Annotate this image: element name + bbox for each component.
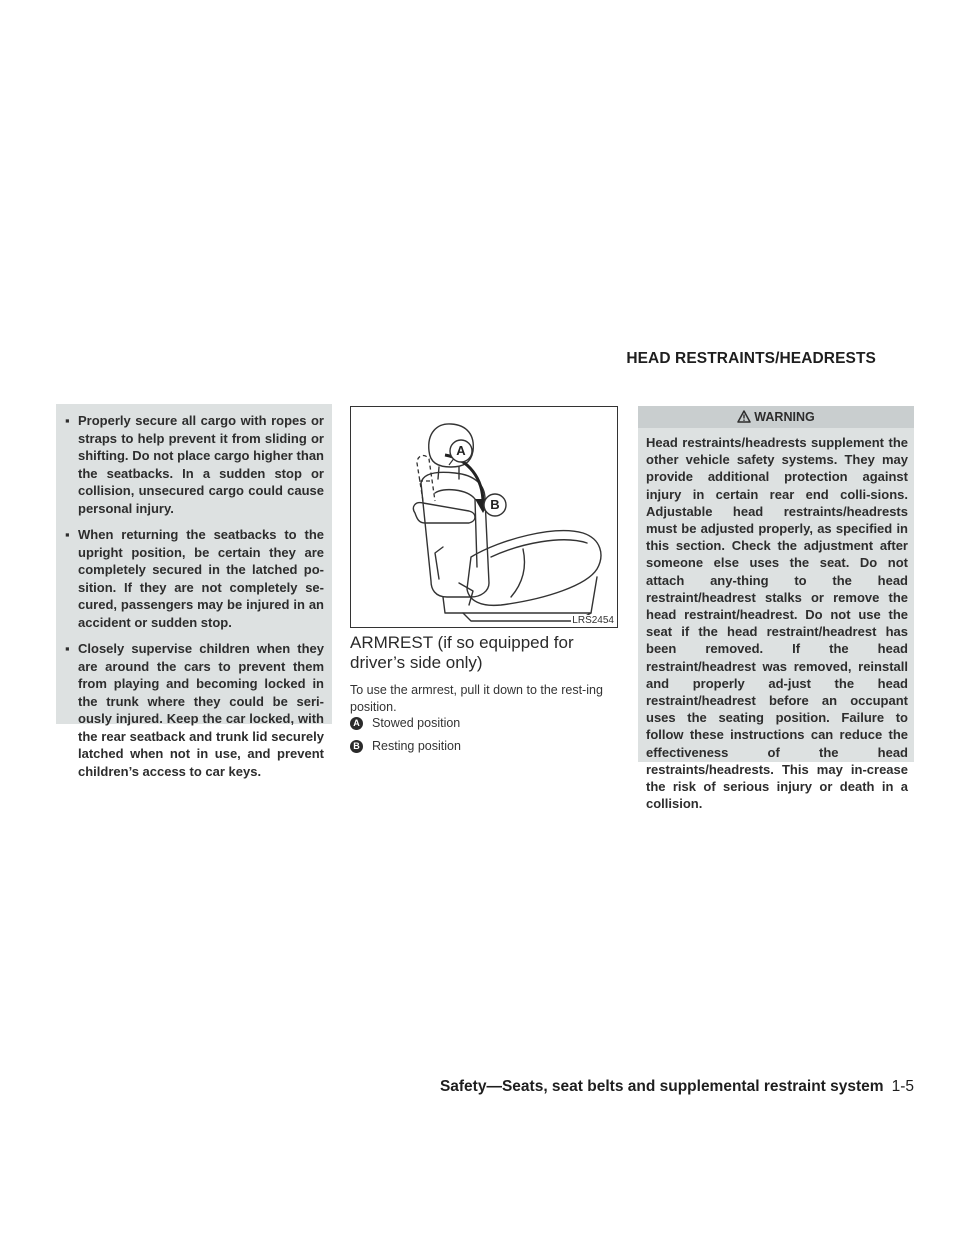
warning-item-text: Closely supervise children when they are around the cars to prevent them from playing and becoming locked in the trunk where they could be seri-ously injured. Keep the car locked, with the rear seatback and trunk lid securely latched when not in use, and prevent children’s access to car keys. [78, 641, 324, 779]
cargo-warning-box [56, 404, 332, 779]
armrest-title: ARMREST (if so equipped for driver’s side only) [350, 633, 574, 672]
warning-body: Head restraints/headrests supplement the other vehicle safety systems. They may provide additional protection against injury in certain rear end colli-sions. Adjustable head restraints/headrests must be adjusted properly, as specified in this section. Check the adjustment after someone else uses the seat. Do not attach any-thing to the head restraint/headrest stalks or remove the head restraint/headrest. Do not use the seat if the head restraint/headrest has been removed. If the head restraint/headrest was removed, reinstall and properly ad-just the head restraint/headrest before an occupant uses the seating position. Failure to follow these instructions can reduce the effectiveness of the head restraints/headrests. This may in-crease the risk of serious injury or death in a collision. [646, 435, 908, 812]
armrest-figure [350, 406, 618, 628]
legend-item-resting [350, 739, 461, 753]
warning-item-text: Properly secure all cargo with ropes or straps to help prevent it from sliding or shifting. Do not place cargo higher than the seatbacks. In a sudden stop or collision, unsecured cargo could cause personal injury. [78, 413, 324, 516]
legend-item-stowed [350, 716, 460, 730]
callout-b: B [490, 497, 500, 512]
warning-item: ▪ When returning the seatbacks to the upright position, be certain they are completely secured in the latched po-sition. If they are not completely se-cured, passengers may be injured in an accident or sudden stop. [65, 527, 324, 630]
warning-triangle-icon [737, 408, 751, 430]
figure-code: LRS2454 [572, 615, 614, 626]
armrest-body: To use the armrest, pull it down to the rest-ing position. [350, 683, 603, 714]
callout-a: A [456, 443, 466, 458]
warning-list [62, 412, 324, 780]
warning-item-text: When returning the seatbacks to the upright position, be certain they are completely secured in the latched po-sition. If they are not completely se-cured, passengers may be injured in an accident or sudden stop. [78, 527, 324, 630]
warning-item: ▪ Closely supervise children when they are around the cars to prevent them from playing and becoming locked in the trunk where they could be seri-ously injured. Keep the car locked, with the rear seatback and trunk lid securely latched when not in use, and prevent children’s access to car keys. [65, 641, 324, 779]
marker-b-icon: B [350, 740, 363, 753]
section-header: HEAD RESTRAINTS/HEADRESTS [626, 350, 876, 367]
warning-item: ▪ Properly secure all cargo with ropes or straps to help prevent it from sliding or shifting. Do not place cargo higher than the seatbacks. In a sudden stop or collision, unsecured cargo could cause personal injury. [65, 413, 324, 516]
legend-label: Resting position [372, 739, 461, 753]
warning-title-bar [638, 406, 914, 428]
page-footer [440, 1078, 914, 1096]
marker-a-icon: A [350, 717, 363, 730]
page-number: 1-5 [891, 1078, 914, 1095]
seat-illustration [351, 407, 617, 627]
legend-label: Stowed position [372, 716, 461, 730]
footer-chapter-title: Safety—Seats, seat belts and supplemental restraint system [439, 1078, 884, 1095]
warning-title: WARNING [754, 410, 815, 424]
headrest-warning-box [638, 406, 914, 812]
